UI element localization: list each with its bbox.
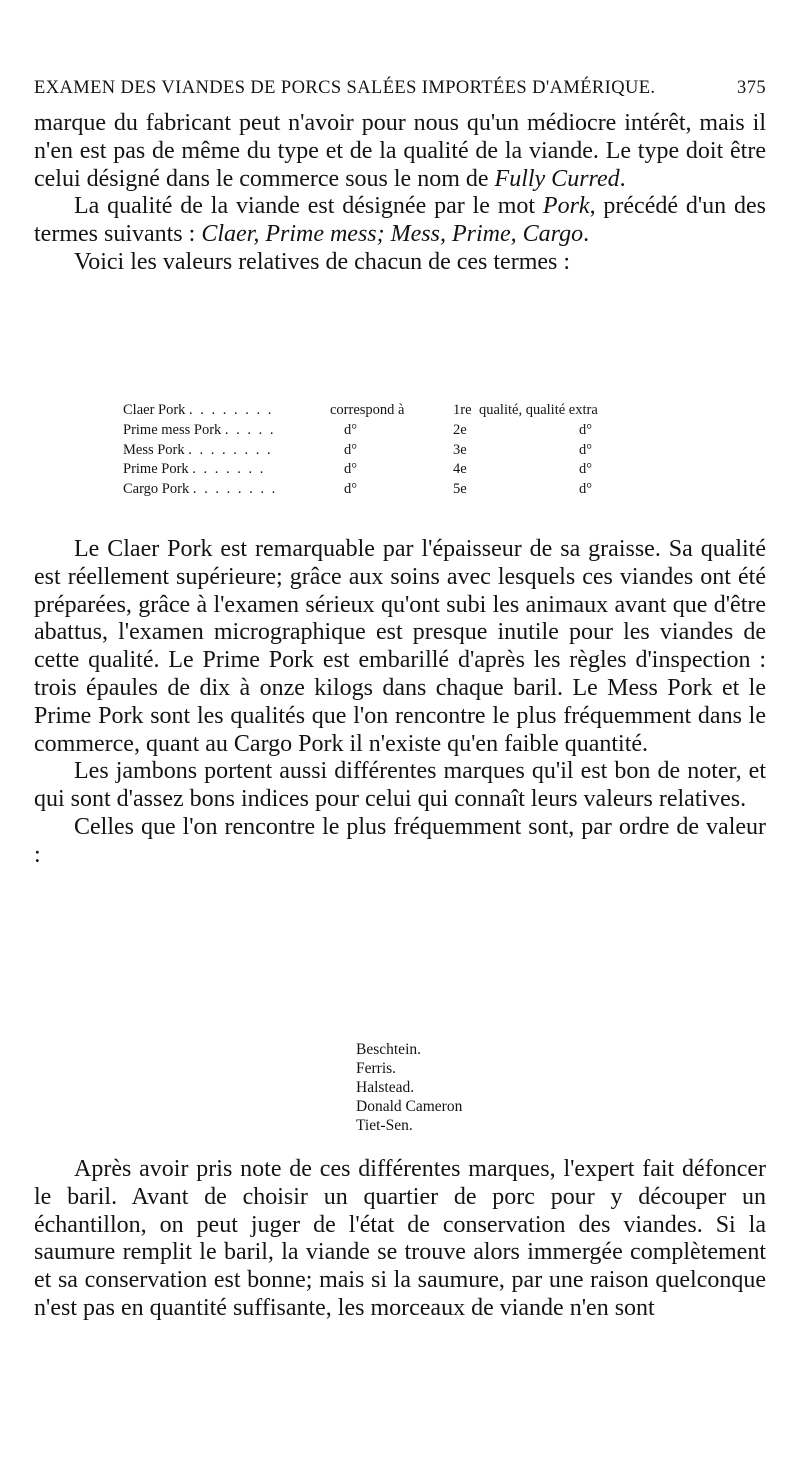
relation: d°	[344, 441, 358, 458]
type-name: Fully Curred	[494, 165, 620, 192]
list-item: Tiet-Sen.	[356, 1117, 413, 1134]
relation: d°	[344, 461, 358, 478]
paragraph-hams: Les jambons portent aussi différentes marques qu'il est bon de noter, et qui sont d'assez bons indices pour celui qui connaît leurs valeurs relatives.	[34, 758, 766, 813]
paragraph-table-intro: Voici les valeurs relatives de chacun de ces termes :	[74, 248, 571, 275]
rank: 3e	[453, 441, 467, 458]
pork-name: Mess Pork	[123, 441, 185, 458]
pork-name: Cargo Pork	[123, 481, 190, 498]
rank: 2e	[453, 421, 467, 438]
header-title: EXAMEN DES VIANDES DE PORCS SALÉES IMPORTÉES D'AMÉRIQUE.	[34, 78, 656, 98]
ham-brand-list	[356, 1040, 462, 1135]
quality-label: d°	[579, 441, 593, 458]
rank: 5e	[453, 481, 467, 498]
page-number: 375	[737, 78, 766, 98]
rank: 1re	[453, 402, 472, 418]
relation: correspond à	[330, 402, 405, 418]
paragraph-order: Celles que l'on rencontre le plus fréquemment sont, par ordre de valeur :	[34, 813, 766, 868]
relation: d°	[344, 421, 358, 438]
paragraph-expert: Après avoir pris note de ces différentes marques, l'expert fait défoncer le baril. Avant de choisir un quartier de porc pour y découper un échantillon, on peut juger de l'état de conservation des viandes. Si la saumure remplit le baril, la viande se trouve alors immergée complètement et sa conservation est bonne; mais si la saumure, par une raison quelconque n'est pas en quantité suffisante, les morceaux de viande n'en sont	[34, 1156, 766, 1321]
running-header	[34, 78, 766, 104]
list-item: Beschtein.	[356, 1041, 421, 1058]
intro-block	[34, 110, 766, 277]
quality-label: d°	[579, 481, 593, 498]
quality-terms: Claer, Prime mess; Mess, Prime, Cargo	[201, 221, 584, 248]
paragraph-quality: La qualité de la viande est désignée par le mot Pork, précédé d'un des termes suivants : Claer, Prime mess; Mess, Prime, Cargo.	[34, 193, 767, 248]
body-block	[34, 536, 766, 870]
pork-name: Prime Pork	[123, 461, 189, 478]
paragraph-claer-pork: Le Claer Pork est remarquable par l'épaisseur de sa graisse. Sa qualité est réellement supérieure; grâce aux soins avec lesquels ces viandes ont été préparées, grâce à l'examen sérieux qu'ont subi les animaux avant que d'être abattus, l'examen micrographique est presque inutile pour les viandes de cette qualité. Le Prime Pork est embarillé d'après les règles d'inspection : trois épaules de dix à onze kilogs dans chaque baril. Le Mess Pork et le Prime Pork sont les qualités que l'on rencontre le plus fréquemment dans le commerce, quant au Cargo Pork il n'existe qu'en faible quantité.	[34, 536, 766, 757]
list-item: Donald Cameron	[356, 1098, 463, 1115]
word-pork: Pork	[542, 193, 590, 220]
rank: 4e	[453, 461, 467, 478]
pork-name: Prime mess Pork	[123, 421, 222, 438]
relation: d°	[344, 481, 358, 498]
pork-name: Claer Pork	[123, 402, 186, 418]
closing-block	[34, 1156, 766, 1323]
book-page: EXAMEN DES VIANDES DE PORCS SALÉES IMPORTÉES D'AMÉRIQUE. 375 marque du fabricant peut n'avoir pour nous qu'un médiocre intérêt, mais il n'en est pas de même du type et de la qualité de la viande. Le type doit être celui désigné dans le commerce sous le nom de Fully Curred. La qualité de la viande est désignée par le mot Pork, précédé d'un des termes suivants : Claer, Prime mess; Mess, Prime, Cargo. Voici les valeurs relatives de chacun de ces termes : Claer Pork . . . . . . . . correspond à 1re qualité, qualité extra Prime mess Pork . . . . . d° 2e d° Mess Pork . . . . . . . . d° 3e d° Prime Pork . . . . . . . d° 4e d° Cargo Pork . . . . . . . . d° 5e d° Le Claer Pork est remarquable par l'épaisseur de sa graisse. Sa qualité est réellement supérieure; grâce aux soins avec lesquels ces viandes ont été préparées, grâce à l'examen sérieux qu'ont subi les animaux avant que d'être abattus, l'examen micrographique est presque inutile pour les viandes de cette qualité. Le Prime Pork est embarillé d'après les règles d'inspection : trois épaules de dix à onze kilogs dans chaque baril. Le Mess Pork et le Prime Pork sont les qualités que l'on rencontre le plus fréquemment dans le commerce, quant au Cargo Pork il n'existe qu'en faible quantité. Les jambons portent aussi différentes marques qu'il est bon de noter, et qui sont d'assez bons indices pour celui qui connaît leurs valeurs relatives. Celles que l'on rencontre le plus fréquemment sont, par ordre de valeur : Beschtein. Ferris. Halstead. Donald Cameron Tiet-Sen. Après avoir pris note de ces différentes marques, l'expert fait défoncer le baril. Avant de choisir un quartier de porc pour y découper un échantillon, on peut juger de l'état de conservation des viandes. Si la saumure remplit le baril, la viande se trouve alors immergée complètement et sa conservation est bonne; mais si la saumure, par une raison quelconque n'est pas en quantité suffisante, les morceaux de viande n'en sont	[34, 78, 767, 1321]
paragraph-continuation: marque du fabricant peut n'avoir pour nous qu'un médiocre intérêt, mais il n'en est pas de même du type et de la qualité de la viande. Le type doit être celui désigné dans le commerce sous le nom de Fully Curred.	[34, 110, 766, 192]
list-item: Ferris.	[356, 1060, 397, 1077]
quality-label: d°	[579, 421, 593, 438]
quality-label: d°	[579, 461, 593, 478]
list-item: Halstead.	[356, 1079, 415, 1096]
quality-label: qualité, qualité extra	[479, 402, 598, 418]
